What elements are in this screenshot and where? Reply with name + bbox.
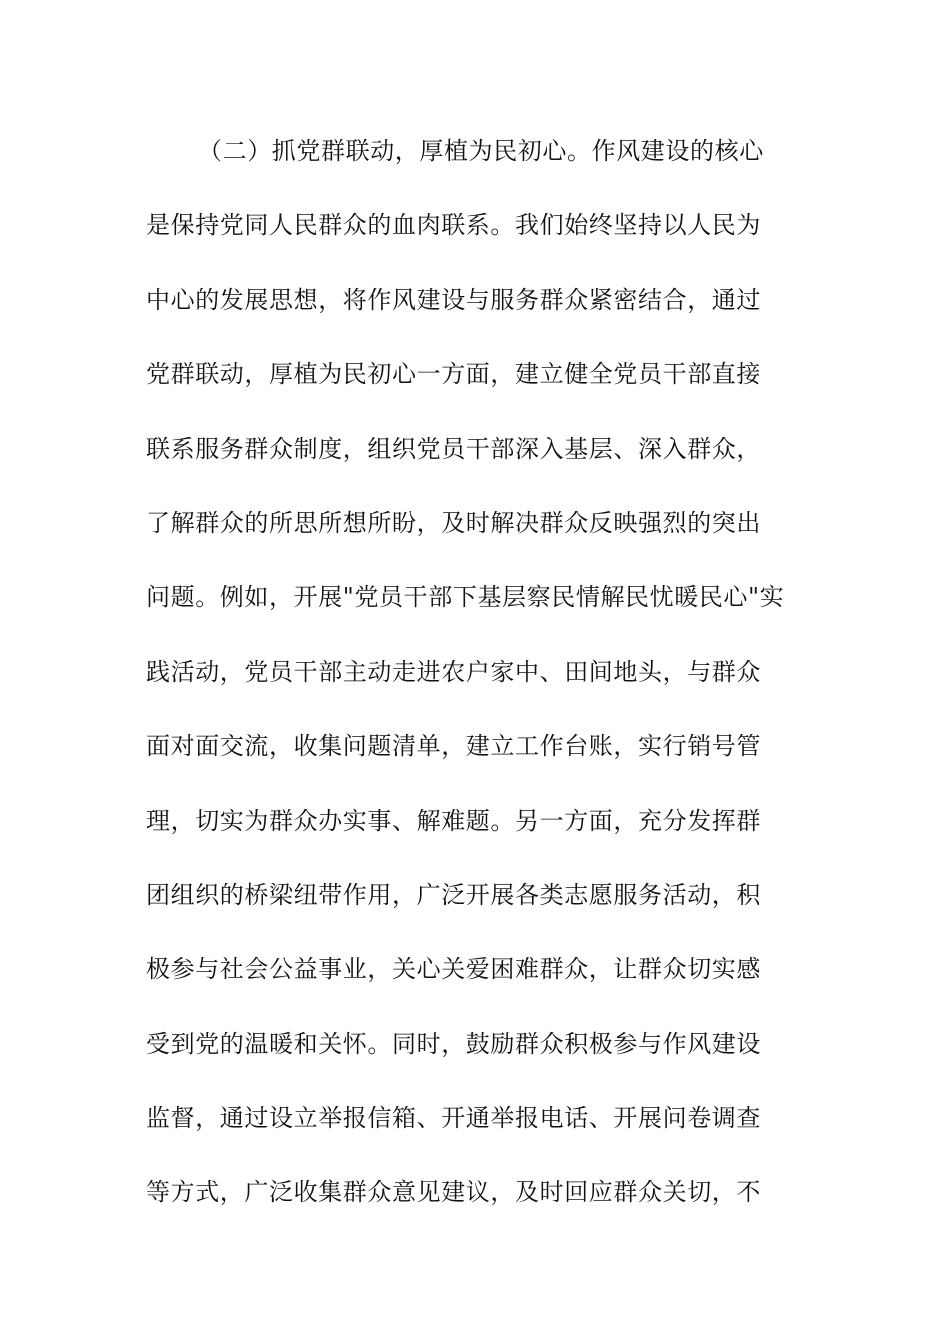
text-line: 党群联动，厚植为民初心一方面，建立健全党员干部直接 bbox=[146, 360, 761, 389]
text-line: 中心的发展思想，将作风建设与服务群众紧密结合，通过 bbox=[146, 285, 761, 314]
text-line: 理，切实为群众办实事、解难题。另一方面，充分发挥群 bbox=[146, 806, 761, 835]
text-line: 受到党的温暖和关怀。同时，鼓励群众积极参与作风建设 bbox=[146, 1029, 761, 1058]
text-line: 联系服务群众制度，组织党员干部深入基层、深入群众， bbox=[146, 434, 761, 463]
text-line: （二）抓党群联动，厚植为民初心。作风建设的核心 bbox=[198, 137, 764, 165]
text-line: 监督，通过设立举报信箱、开通举报电话、开展问卷调查 bbox=[146, 1104, 761, 1133]
text-line: 问题。例如，开展"党员干部下基层察民情解民忧暖民心"实 bbox=[146, 583, 785, 612]
text-line: 了解群众的所思所想所盼，及时解决群众反映强烈的突出 bbox=[146, 508, 761, 537]
text-line: 践活动，党员干部主动走进农户家中、田间地头，与群众 bbox=[146, 657, 761, 686]
paragraph-body bbox=[146, 126, 826, 1242]
text-line: 等方式，广泛收集群众意见建议，及时回应群众关切，不 bbox=[146, 1178, 761, 1207]
text-line: 极参与社会公益事业，关心关爱困难群众，让群众切实感 bbox=[146, 955, 761, 984]
text-line: 团组织的桥梁纽带作用，广泛开展各类志愿服务活动，积 bbox=[146, 880, 761, 909]
text-line: 是保持党同人民群众的血肉联系。我们始终坚持以人民为 bbox=[146, 211, 761, 240]
text-line: 面对面交流，收集问题清单，建立工作台账，实行销号管 bbox=[146, 732, 761, 761]
